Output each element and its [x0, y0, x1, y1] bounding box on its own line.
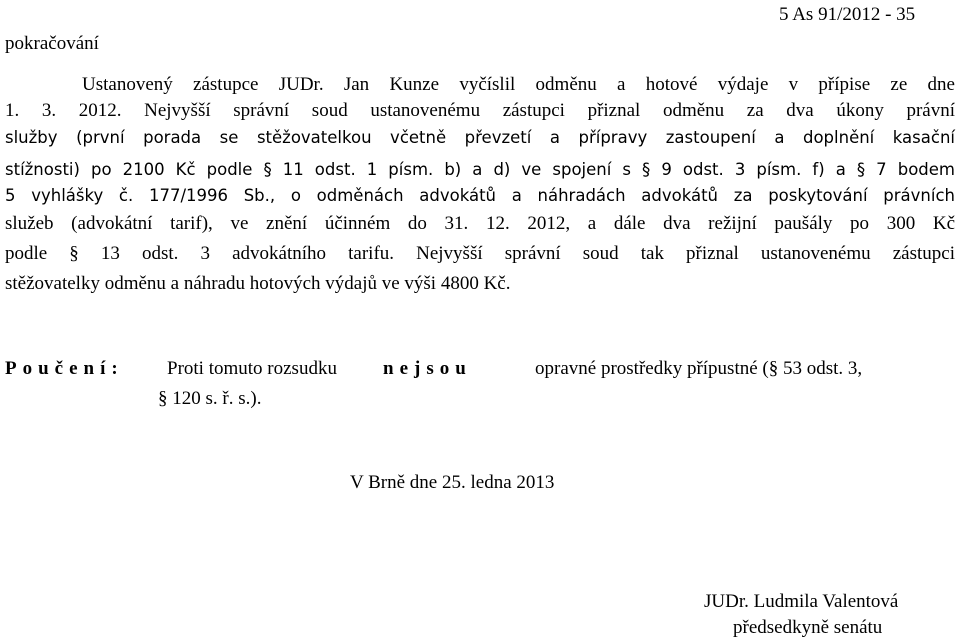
- continuation-label: pokračování: [5, 33, 99, 54]
- signature-name: JUDr. Ludmila Valentová: [704, 591, 899, 612]
- paragraph-line: podle § 13 odst. 3 advokátního tarifu. Nejvyšší správní soud tak přiznal ustanovenému zástupci: [5, 243, 955, 264]
- signature-title: předsedkyně senátu: [733, 617, 883, 638]
- paragraph-line: 1. 3. 2012. Nejvyšší správní soud ustanovenému zástupci přiznal odměnu za dva úkony právní: [5, 100, 955, 121]
- instruction-label: Poučení:: [5, 358, 124, 379]
- paragraph-line: služeb (advokátní tarif), ve znění účinném do 31. 12. 2012, a dále dva režijní paušály po 300 Kč: [5, 213, 955, 234]
- paragraph-line: stížnosti) po 2100 Kč podle § 11 odst. 1 písm. b) a d) ve spojení s § 9 odst. 3 písm. f) a § 7 bodem: [5, 160, 955, 179]
- instruction-text: Proti tomuto rozsudku: [167, 358, 337, 379]
- instruction-text-after: opravné prostředky přípustné (§ 53 odst. 3,: [535, 358, 863, 379]
- paragraph-line: stěžovatelky odměnu a náhradu hotových výdajů ve výši 4800 Kč.: [5, 273, 511, 294]
- instruction-line-2: § 120 s. ř. s.).: [158, 388, 262, 409]
- paragraph-line: Ustanovený zástupce JUDr. Jan Kunze vyčíslil odměnu a hotové výdaje v přípise ze dne: [82, 74, 955, 95]
- paragraph-line: 5 vyhlášky č. 177/1996 Sb., o odměnách advokátů a náhradách advokátů za poskytování právních: [5, 186, 955, 205]
- instruction-emphasis: nejsou: [383, 358, 472, 379]
- paragraph-line: služby (první porada se stěžovatelkou včetně převzetí a přípravy zastoupení a doplnění kasační: [5, 128, 955, 147]
- case-number: 5 As 91/2012 - 35: [779, 4, 916, 25]
- place-date: V Brně dne 25. ledna 2013: [350, 472, 555, 493]
